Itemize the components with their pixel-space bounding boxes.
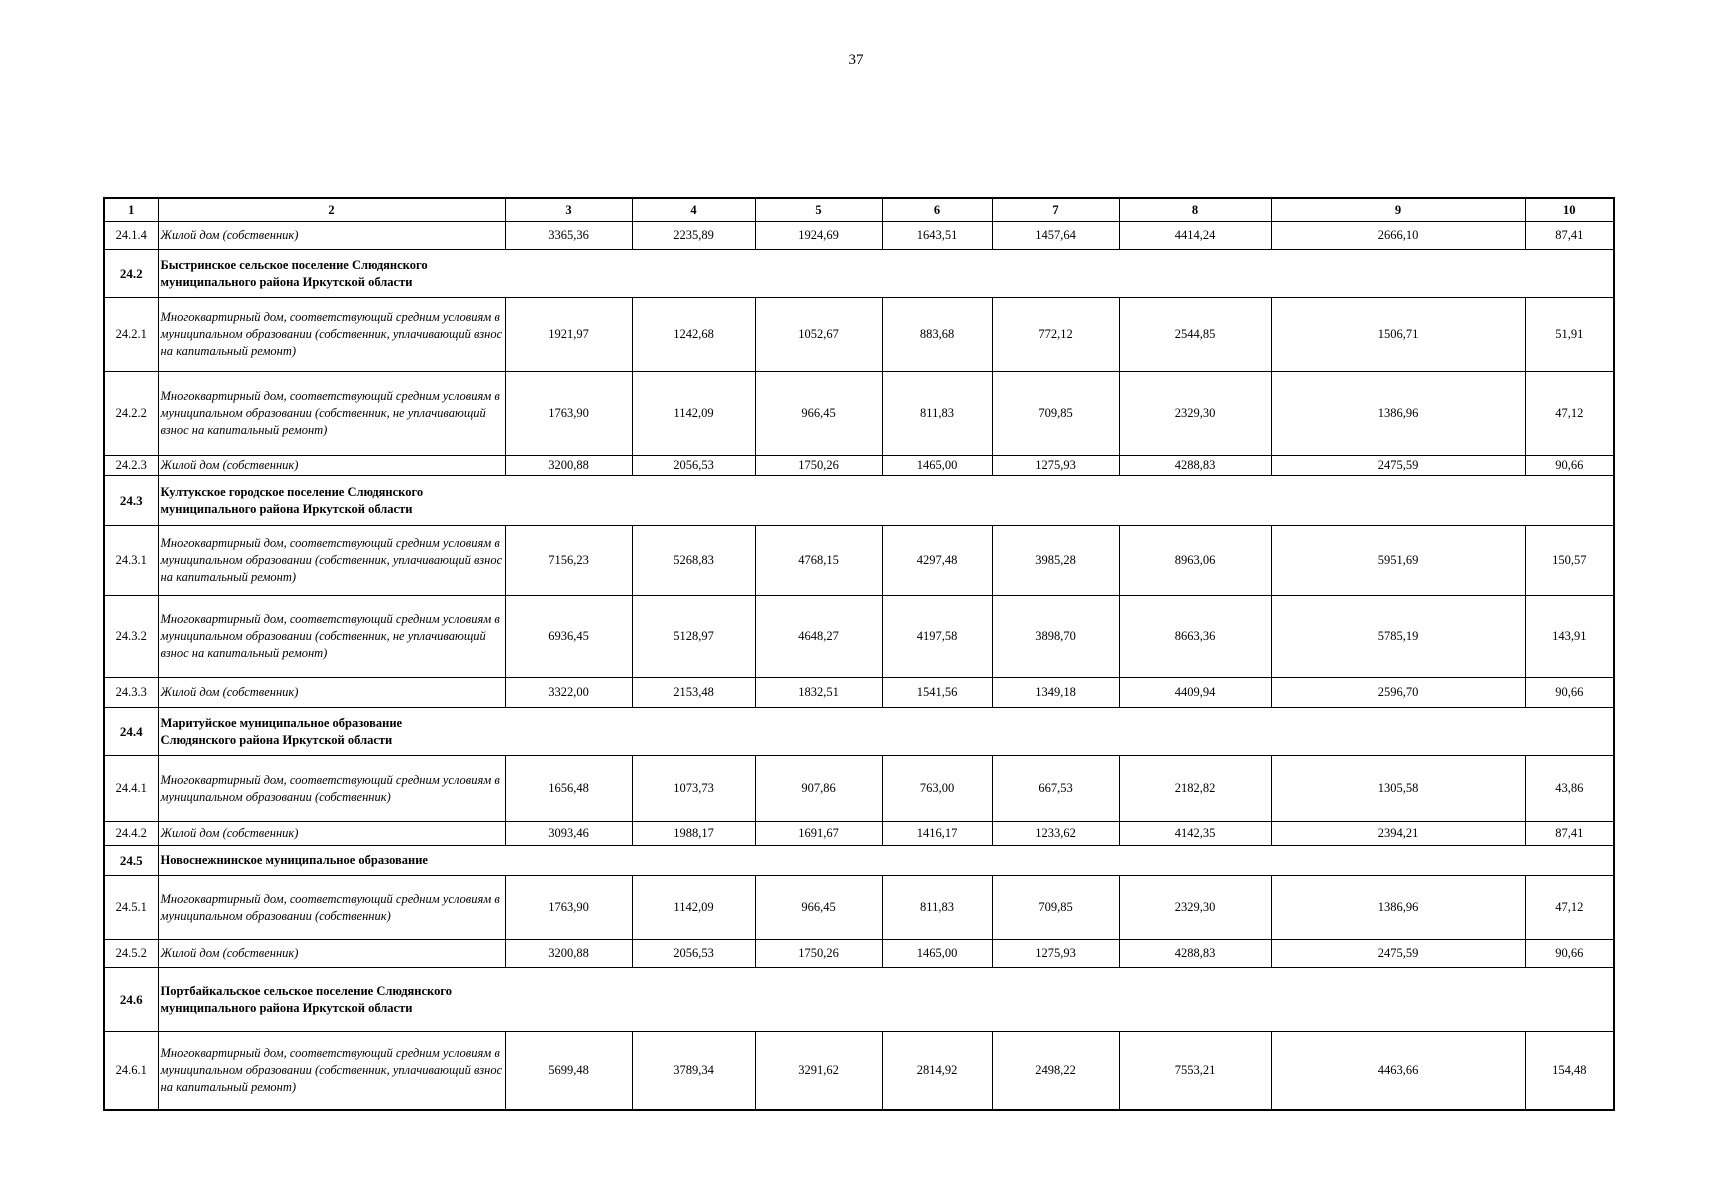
table-row	[104, 526, 1614, 596]
column-number-cell: 8	[1119, 198, 1271, 222]
row-name: Жилой дом (собственник)	[158, 456, 505, 476]
section-title	[158, 250, 1614, 298]
column-number-cell: 5	[755, 198, 882, 222]
value-cell: 1832,51	[755, 678, 882, 708]
value-cell: 2596,70	[1271, 678, 1525, 708]
row-name: Многоквартирный дом, соответствующий средним условиям в муниципальном образовании (собственник)	[158, 756, 505, 822]
value-cell: 3789,34	[632, 1032, 755, 1110]
section-title	[158, 846, 1614, 876]
table-row	[104, 298, 1614, 372]
value-cell: 7156,23	[505, 526, 632, 596]
row-number: 24.5.1	[104, 876, 158, 940]
value-cell: 1457,64	[992, 222, 1119, 250]
value-cell: 763,00	[882, 756, 992, 822]
value-cell: 966,45	[755, 876, 882, 940]
column-number-cell: 2	[158, 198, 505, 222]
value-cell: 4288,83	[1119, 940, 1271, 968]
row-number: 24.4.2	[104, 822, 158, 846]
row-number: 24.3.3	[104, 678, 158, 708]
value-cell: 154,48	[1525, 1032, 1614, 1110]
value-cell: 2475,59	[1271, 456, 1525, 476]
row-number: 24.1.4	[104, 222, 158, 250]
value-cell: 811,83	[882, 876, 992, 940]
value-cell: 1142,09	[632, 876, 755, 940]
value-cell: 5128,97	[632, 596, 755, 678]
row-number: 24.2.3	[104, 456, 158, 476]
value-cell: 1275,93	[992, 940, 1119, 968]
section-row	[104, 968, 1614, 1032]
value-cell: 47,12	[1525, 372, 1614, 456]
value-cell: 1349,18	[992, 678, 1119, 708]
value-cell: 1416,17	[882, 822, 992, 846]
row-number: 24.4.1	[104, 756, 158, 822]
section-number: 24.4	[104, 708, 158, 756]
value-cell: 2329,30	[1119, 876, 1271, 940]
value-cell: 87,41	[1525, 222, 1614, 250]
value-cell: 1988,17	[632, 822, 755, 846]
value-cell: 2056,53	[632, 456, 755, 476]
section-title-text: Портбайкальское сельское поселение Слюдянского муниципального района Иркутской области	[160, 983, 452, 1015]
row-number: 24.3.1	[104, 526, 158, 596]
row-number: 24.5.2	[104, 940, 158, 968]
value-cell: 3291,62	[755, 1032, 882, 1110]
value-cell: 667,53	[992, 756, 1119, 822]
value-cell: 90,66	[1525, 940, 1614, 968]
value-cell: 1924,69	[755, 222, 882, 250]
value-cell: 1691,67	[755, 822, 882, 846]
value-cell: 90,66	[1525, 678, 1614, 708]
column-number-cell: 10	[1525, 198, 1614, 222]
row-name: Многоквартирный дом, соответствующий средним условиям в муниципальном образовании (собственник, уплачивающий взнос на капитальный ремонт)	[158, 298, 505, 372]
row-number: 24.3.2	[104, 596, 158, 678]
value-cell: 4414,24	[1119, 222, 1271, 250]
value-cell: 4297,48	[882, 526, 992, 596]
value-cell: 4142,35	[1119, 822, 1271, 846]
value-cell: 5785,19	[1271, 596, 1525, 678]
value-cell: 907,86	[755, 756, 882, 822]
section-row	[104, 476, 1614, 526]
value-cell: 1465,00	[882, 456, 992, 476]
value-cell: 1763,90	[505, 876, 632, 940]
section-title	[158, 708, 1614, 756]
value-cell: 5951,69	[1271, 526, 1525, 596]
value-cell: 883,68	[882, 298, 992, 372]
value-cell: 4409,94	[1119, 678, 1271, 708]
value-cell: 3322,00	[505, 678, 632, 708]
value-cell: 2498,22	[992, 1032, 1119, 1110]
value-cell: 1465,00	[882, 940, 992, 968]
value-cell: 47,12	[1525, 876, 1614, 940]
section-title-text: Быстринское сельское поселение Слюдянского муниципального района Иркутской области	[160, 257, 428, 289]
row-name: Жилой дом (собственник)	[158, 940, 505, 968]
table-row	[104, 822, 1614, 846]
value-cell: 8663,36	[1119, 596, 1271, 678]
column-number-cell: 1	[104, 198, 158, 222]
section-title-text: Маритуйское муниципальное образование Слюдянского района Иркутской области	[160, 715, 403, 747]
value-cell: 2329,30	[1119, 372, 1271, 456]
column-number-cell: 9	[1271, 198, 1525, 222]
value-cell: 1656,48	[505, 756, 632, 822]
value-cell: 3200,88	[505, 456, 632, 476]
value-cell: 709,85	[992, 876, 1119, 940]
value-cell: 3093,46	[505, 822, 632, 846]
row-name: Многоквартирный дом, соответствующий средним условиям в муниципальном образовании (собственник, не уплачивающий взнос на капитальный ремонт)	[158, 596, 505, 678]
value-cell: 1233,62	[992, 822, 1119, 846]
value-cell: 3365,36	[505, 222, 632, 250]
section-number: 24.3	[104, 476, 158, 526]
row-name: Жилой дом (собственник)	[158, 222, 505, 250]
value-cell: 4197,58	[882, 596, 992, 678]
value-cell: 1643,51	[882, 222, 992, 250]
table-row	[104, 940, 1614, 968]
column-number-cell: 6	[882, 198, 992, 222]
row-name: Многоквартирный дом, соответствующий средним условиям в муниципальном образовании (собственник, уплачивающий взнос на капитальный ремонт)	[158, 526, 505, 596]
value-cell: 1541,56	[882, 678, 992, 708]
row-number: 24.6.1	[104, 1032, 158, 1110]
value-cell: 1275,93	[992, 456, 1119, 476]
value-cell: 1386,96	[1271, 876, 1525, 940]
value-cell: 1506,71	[1271, 298, 1525, 372]
row-name: Жилой дом (собственник)	[158, 678, 505, 708]
value-cell: 87,41	[1525, 822, 1614, 846]
table-row	[104, 876, 1614, 940]
value-cell: 2544,85	[1119, 298, 1271, 372]
value-cell: 1763,90	[505, 372, 632, 456]
value-cell: 90,66	[1525, 456, 1614, 476]
value-cell: 2666,10	[1271, 222, 1525, 250]
value-cell: 43,86	[1525, 756, 1614, 822]
value-cell: 5268,83	[632, 526, 755, 596]
value-cell: 1305,58	[1271, 756, 1525, 822]
value-cell: 2235,89	[632, 222, 755, 250]
column-number-row	[104, 198, 1614, 222]
table-row	[104, 222, 1614, 250]
table-row	[104, 1032, 1614, 1110]
value-cell: 1073,73	[632, 756, 755, 822]
value-cell: 2475,59	[1271, 940, 1525, 968]
value-cell: 4648,27	[755, 596, 882, 678]
value-cell: 709,85	[992, 372, 1119, 456]
row-name: Многоквартирный дом, соответствующий средним условиям в муниципальном образовании (собственник)	[158, 876, 505, 940]
value-cell: 4463,66	[1271, 1032, 1525, 1110]
section-number: 24.5	[104, 846, 158, 876]
value-cell: 6936,45	[505, 596, 632, 678]
section-title-text: Новоснежнинское муниципальное образование	[160, 853, 428, 868]
value-cell: 2056,53	[632, 940, 755, 968]
value-cell: 51,91	[1525, 298, 1614, 372]
section-row	[104, 708, 1614, 756]
row-number: 24.2.2	[104, 372, 158, 456]
value-cell: 4288,83	[1119, 456, 1271, 476]
table-row	[104, 756, 1614, 822]
row-name: Жилой дом (собственник)	[158, 822, 505, 846]
value-cell: 150,57	[1525, 526, 1614, 596]
table-row	[104, 456, 1614, 476]
section-row	[104, 846, 1614, 876]
value-cell: 1142,09	[632, 372, 755, 456]
value-cell: 3985,28	[992, 526, 1119, 596]
column-number-cell: 3	[505, 198, 632, 222]
section-title	[158, 476, 1614, 526]
value-cell: 1750,26	[755, 940, 882, 968]
value-cell: 4768,15	[755, 526, 882, 596]
table-row	[104, 678, 1614, 708]
value-cell: 811,83	[882, 372, 992, 456]
table-row	[104, 372, 1614, 456]
value-cell: 1242,68	[632, 298, 755, 372]
section-number: 24.2	[104, 250, 158, 298]
value-cell: 3200,88	[505, 940, 632, 968]
value-cell: 1386,96	[1271, 372, 1525, 456]
row-name: Многоквартирный дом, соответствующий средним условиям в муниципальном образовании (собственник, не уплачивающий взнос на капитальный ремонт)	[158, 372, 505, 456]
section-number: 24.6	[104, 968, 158, 1032]
table-row	[104, 596, 1614, 678]
value-cell: 5699,48	[505, 1032, 632, 1110]
value-cell: 772,12	[992, 298, 1119, 372]
row-name: Многоквартирный дом, соответствующий средним условиям в муниципальном образовании (собственник, уплачивающий взнос на капитальный ремонт)	[158, 1032, 505, 1110]
value-cell: 2814,92	[882, 1032, 992, 1110]
section-title-text: Култукское городское поселение Слюдянского муниципального района Иркутской области	[160, 484, 424, 516]
value-cell: 8963,06	[1119, 526, 1271, 596]
page-number: 37	[848, 52, 864, 68]
value-cell: 2182,82	[1119, 756, 1271, 822]
value-cell: 1052,67	[755, 298, 882, 372]
value-cell: 2153,48	[632, 678, 755, 708]
value-cell: 3898,70	[992, 596, 1119, 678]
value-cell: 143,91	[1525, 596, 1614, 678]
column-number-cell: 4	[632, 198, 755, 222]
value-cell: 2394,21	[1271, 822, 1525, 846]
value-cell: 966,45	[755, 372, 882, 456]
section-row	[104, 250, 1614, 298]
column-number-cell: 7	[992, 198, 1119, 222]
value-cell: 1750,26	[755, 456, 882, 476]
table-body	[104, 198, 1614, 1110]
value-cell: 1921,97	[505, 298, 632, 372]
value-cell: 7553,21	[1119, 1032, 1271, 1110]
section-title	[158, 968, 1614, 1032]
tariff-table	[103, 197, 1615, 1111]
row-number: 24.2.1	[104, 298, 158, 372]
